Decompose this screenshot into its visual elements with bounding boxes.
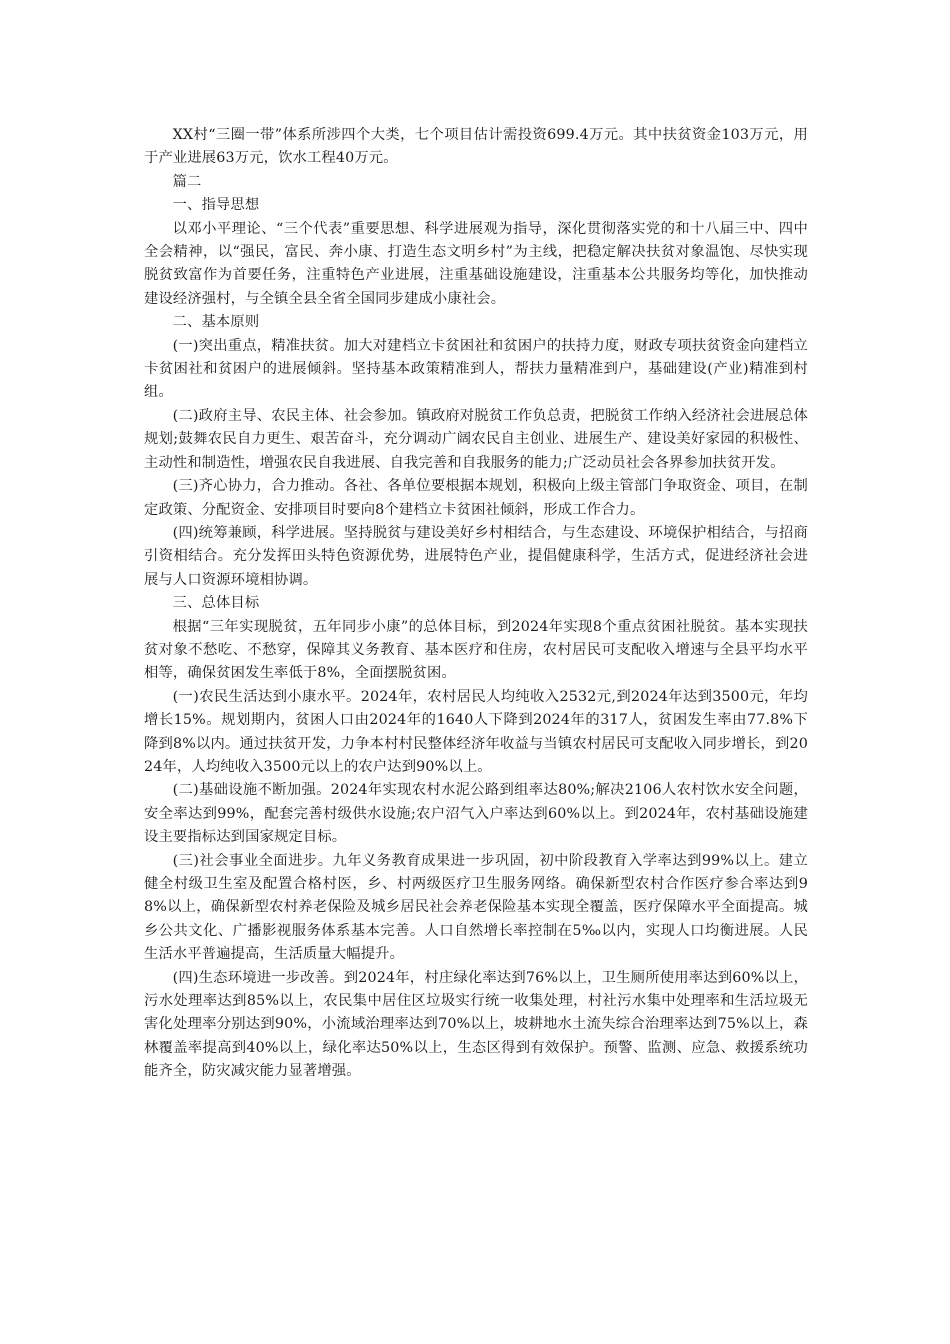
goal-3-paragraph: (三)社会事业全面进步。九年义务教育成果进一步巩固，初中阶段教育入学率达到99%以上。建立健全村级卫生室及配置合格村医，乡、村两级医疗卫生服务网络。确保新型农村合作医疗参合率达到98%以上，确保新型农村养老保险及城乡居民社会养老保险基本实现全覆盖，医疗保障水平全面提高。城乡公共文化、广播影视服务体系基本完善。人口自然增长率控制在5‰以内，实现人口均衡进展。人民生活水平普遍提高，生活质量大幅提升。 xyxy=(144,852,808,963)
principle-1-paragraph: (一)突出重点，精准扶贫。加大对建档立卡贫困社和贫困户的扶持力度，财政专项扶贫资金向建档立卡贫困社和贫困户的进展倾斜。坚持基本政策精准到人，帮扶力量精准到户，基础建设(产业)精准到村组。 xyxy=(144,337,808,401)
section-heading-basic-principles: 二、基本原则 xyxy=(172,314,260,331)
overall-goals-paragraph: 根据“三年实现脱贫，五年同步小康”的总体目标，到2024年实现8个重点贫困社脱贫。基本实现扶贫对象不愁吃、不愁穿，保障其义务教育、基本医疗和住房，农村居民可支配收入增速与全县平均水平相等，确保贫困发生率低于8%，全面摆脱贫困。 xyxy=(144,618,808,682)
principle-4-paragraph: (四)统筹兼顾，科学进展。坚持脱贫与建设美好乡村相结合，与生态建设、环境保护相结合，与招商引资相结合。充分发挥田头特色资源优势，进展特色产业，提倡健康科学，生活方式，促进经济社会进展与人口资源环境相协调。 xyxy=(144,524,808,588)
document-page xyxy=(144,124,808,1084)
intro-paragraph: XX村“三圈一带”体系所涉四个大类，七个项目估计需投资699.4万元。其中扶贫资金103万元，用于产业进展63万元，饮水工程40万元。 xyxy=(144,127,808,167)
section-heading-guiding-ideology: 一、指导思想 xyxy=(172,197,260,214)
section-heading-overall-goals: 三、总体目标 xyxy=(172,595,260,612)
goal-4-paragraph: (四)生态环境进一步改善。到2024年，村庄绿化率达到76%以上，卫生厕所使用率达到60%以上，污水处理率达到85%以上，农民集中居住区垃圾实行统一收集处理，村社污水集中处理率和生活垃圾无害化处理率分别达到90%，小流域治理率达到70%以上，坡耕地水土流失综合治理率达到75%以上，森林覆盖率提高到40%以上，绿化率达50%以上，生态区得到有效保护。预警、监测、应急、救援系统功能齐全，防灾减灾能力显著增强。 xyxy=(144,969,808,1080)
principle-3-paragraph: (三)齐心协力，合力推动。各社、各单位要根据本规划，积极向上级主管部门争取资金、项目，在制定政策、分配资金、安排项目时要向8个建档立卡贫困社倾斜，形成工作合力。 xyxy=(144,478,808,518)
goal-2-paragraph: (二)基础设施不断加强。2024年实现农村水泥公路到组率达80%;解决2106人农村饮水安全问题，安全率达到99%，配套完善村级供水设施;农户沼气入户率达到60%以上。到2024年，农村基础设施建设主要指标达到国家规定目标。 xyxy=(144,782,808,846)
guiding-ideology-paragraph: 以邓小平理论、“三个代表”重要思想、科学进展观为指导，深化贯彻落实党的和十八届三中、四中全会精神，以“强民，富民、奔小康、打造生态文明乡村”为主线，把稳定解决扶贫对象温饱、尽快实现脱贫致富作为首要任务，注重特色产业进展，注重基础设施建设，注重基本公共服务均等化，加快推动建设经济强村，与全镇全县全省全国同步建成小康社会。 xyxy=(144,220,808,307)
section-heading-part-two: 篇二 xyxy=(172,173,202,190)
principle-2-paragraph: (二)政府主导、农民主体、社会参加。镇政府对脱贫工作负总责，把脱贫工作纳入经济社会进展总体规划;鼓舞农民自力更生、艰苦奋斗，充分调动广阔农民自主创业、进展生产、建设美好家园的积极性、主动性和制造性，增强农民自我进展、自我完善和自我服务的能力;广泛动员社会各界参加扶贫开发。 xyxy=(144,407,808,471)
goal-1-paragraph: (一)农民生活达到小康水平。2024年，农村居民人均纯收入2532元,到2024年达到3500元，年均增长15%。规划期内，贫困人口由2024年的1640人下降到2024年的317人，贫困发生率由77.8%下降到8%以内。通过扶贫开发，力争本村村民整体经济年收益与当镇农村居民可支配收入同步增长，到2024年，人均纯收入3500元以上的农户达到90%以上。 xyxy=(144,688,808,775)
